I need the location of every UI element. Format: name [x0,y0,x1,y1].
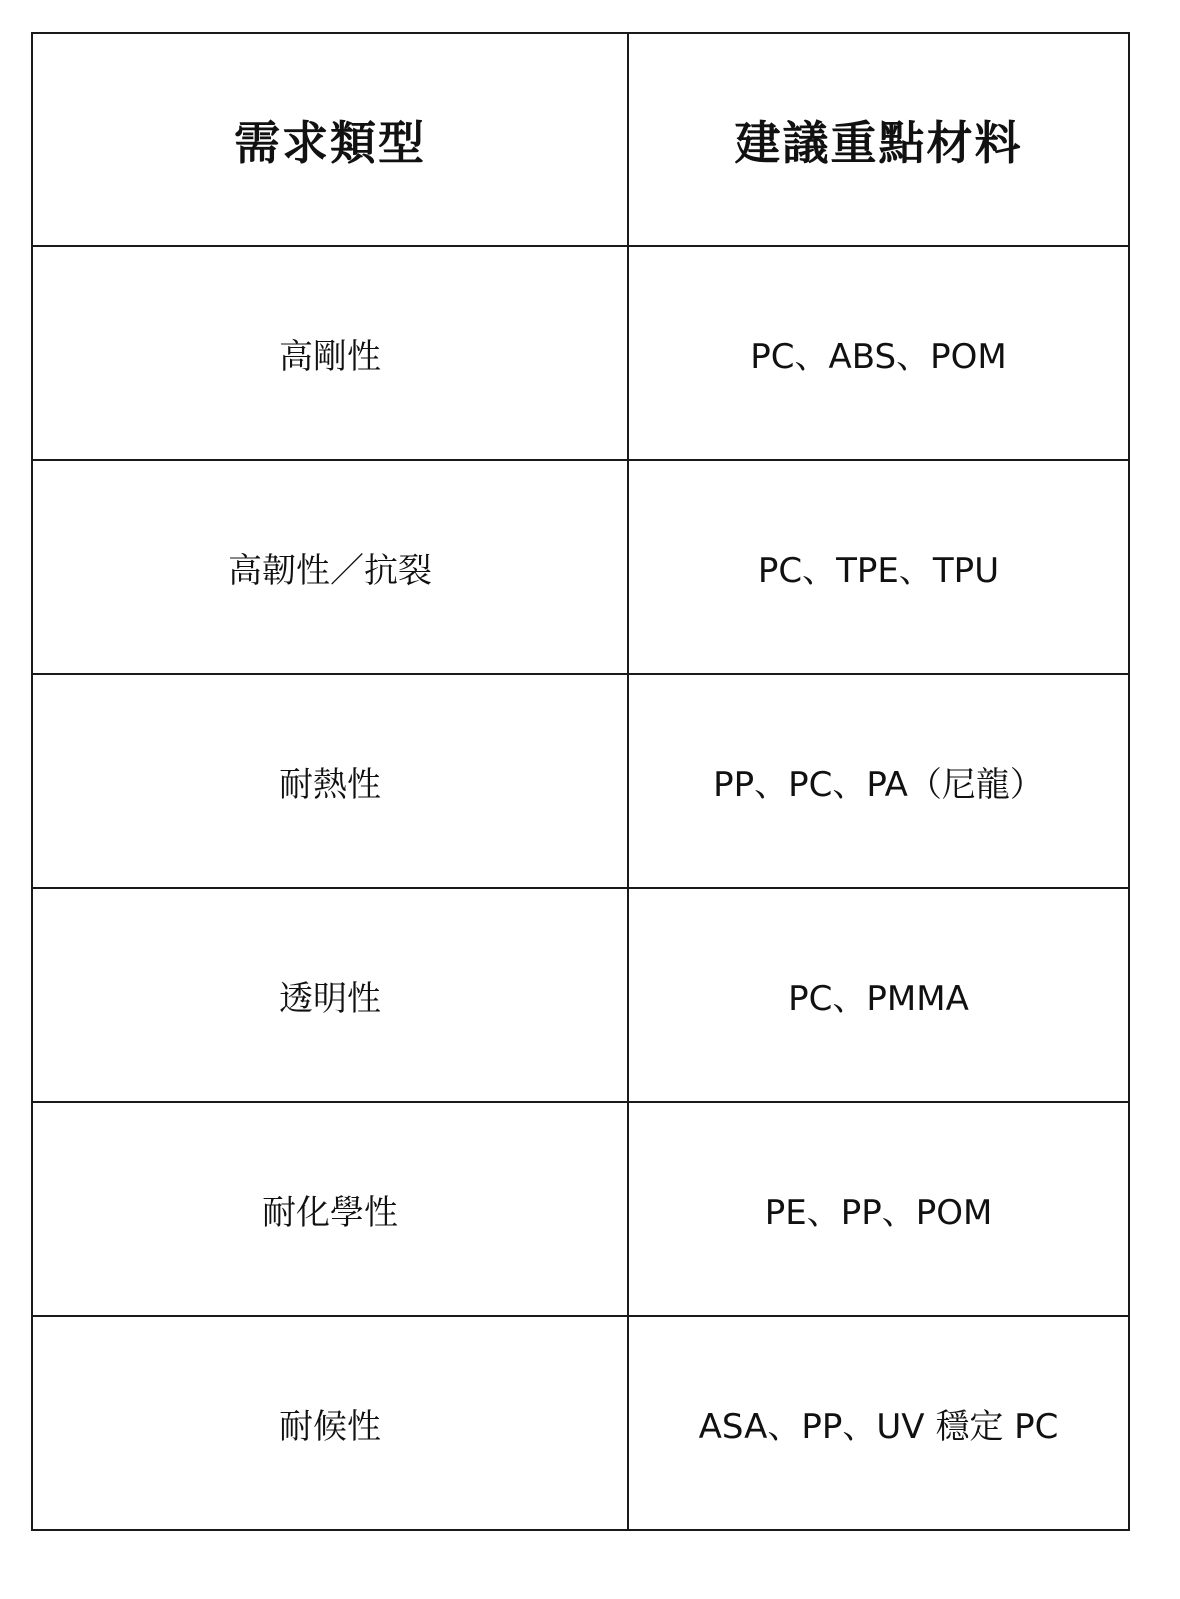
materials-cell: ASA、PP、UV 穩定 PC [628,1316,1129,1530]
requirement-cell: 高剛性 [32,246,628,460]
header-requirement-type: 需求類型 [32,33,628,246]
table-row [32,674,1129,888]
materials-cell: PC、TPE、TPU [628,460,1129,674]
table-row [32,1316,1129,1530]
table-row [32,460,1129,674]
materials-cell: PP、PC、PA（尼龍） [628,674,1129,888]
table-header-row [32,33,1129,246]
requirement-cell: 透明性 [32,888,628,1102]
material-table [31,32,1130,1531]
table-row [32,1102,1129,1316]
materials-cell: PC、ABS、POM [628,246,1129,460]
header-recommended-materials: 建議重點材料 [628,33,1129,246]
table-row [32,888,1129,1102]
materials-cell: PE、PP、POM [628,1102,1129,1316]
materials-cell: PC、PMMA [628,888,1129,1102]
table-row [32,246,1129,460]
requirement-cell: 高韌性／抗裂 [32,460,628,674]
requirement-cell: 耐候性 [32,1316,628,1530]
requirement-cell: 耐化學性 [32,1102,628,1316]
requirement-cell: 耐熱性 [32,674,628,888]
material-table-container [31,32,1128,1529]
